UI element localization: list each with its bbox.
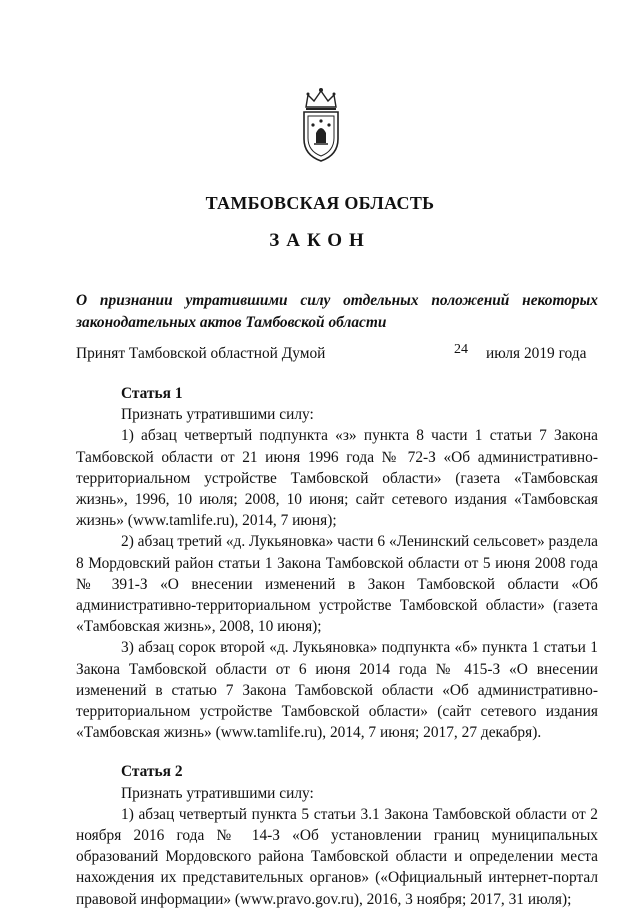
- region-title: ТАМБОВСКАЯ ОБЛАСТЬ: [205, 193, 435, 213]
- article-2: [76, 761, 598, 909]
- law-subject: О признании утратившими силу отдельных положений некоторых законодательных актов Тамбовской области: [76, 292, 598, 331]
- article-item: 3) абзац сорок второй «д. Лукьяновка» подпункта «б» пункта 1 статьи 1 Закона Тамбовской области от 6 июня 2014 года № 415-З «О внесении изменений в статью 7 Закона Тамбовской области «Об административно-территориальном устройстве Тамбовской области» (сайт сетевого издания «Тамбовская жизнь» (www.tamlife.ru), 2014, 7 июня; 2017, 27 декабря).: [76, 639, 598, 742]
- article-heading: Статья 1: [121, 385, 183, 402]
- article-item: 1) абзац четвертый подпункта «з» пункта 8 части 1 статьи 7 Закона Тамбовской области от 21 июня 1996 года № 72-З «Об административно-территориальном устройстве Тамбовской области» (газета «Тамбовская жизнь», 1996, 10 июля; 2008, 10 июня; сайт сетевого издания «Тамбовская жизнь» (www.tamlife.ru), 2014, 7 июня);: [76, 427, 598, 530]
- adoption-date: июля 2019 года: [486, 345, 587, 362]
- adoption-text: Принят Тамбовской областной Думой: [76, 345, 326, 362]
- adoption-day: 24: [454, 342, 468, 357]
- adoption-line: [76, 343, 598, 365]
- article-item: 2) абзац третий «д. Лукьяновка» части 6 «Ленинский сельсовет» раздела 8 Мордовский район статьи 1 Закона Тамбовской области от 5 июня 2008 года № 391-З «О внесении изменений в Закон Тамбовской области «Об административно-территориальном устройстве Тамбовской области» (газета «Тамбовская жизнь», 2008, 10 июня);: [76, 533, 598, 636]
- document-type-title: ЗАКОН: [269, 230, 371, 251]
- document-body: [76, 383, 598, 910]
- article-intro: Признать утратившими силу:: [121, 784, 314, 802]
- article-intro: Признать утратившими силу:: [121, 406, 314, 424]
- article-1: [76, 383, 598, 743]
- coat-of-arms-icon: [296, 85, 346, 165]
- article-heading: Статья 2: [121, 763, 183, 781]
- article-item: 1) абзац четвертый пункта 5 статьи 3.1 Закона Тамбовской области от 2 ноября 2016 года № 14-З «Об установлении границ муниципальных образований Мордовского района Тамбовской области и определении места нахождения их представительных органов» («Официальный интернет-портал правовой информации» (www.pravo.gov.ru), 2016, 3 ноября; 2017, 31 июля);: [76, 805, 598, 908]
